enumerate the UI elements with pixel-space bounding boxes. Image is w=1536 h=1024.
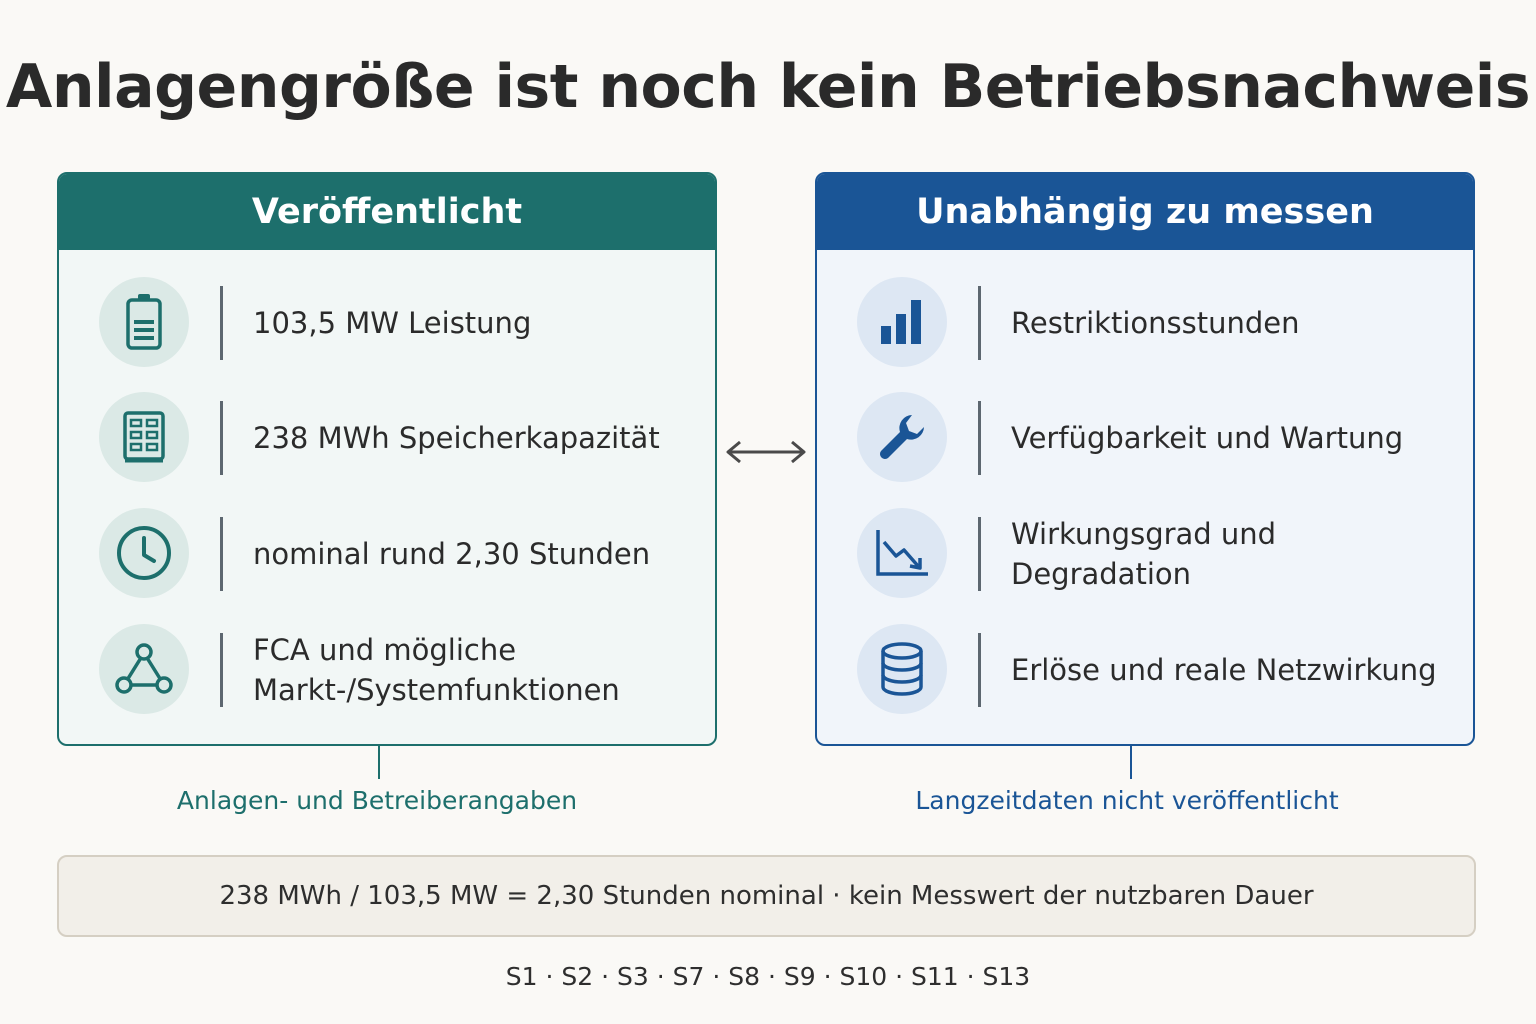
row-divider	[978, 633, 981, 707]
list-item	[59, 392, 715, 484]
published-connector	[378, 745, 380, 779]
formula-box	[57, 855, 1476, 937]
item-text: nominal rund 2,30 Stunden	[253, 537, 651, 571]
wrench-icon	[857, 392, 947, 482]
list-item	[817, 508, 1473, 600]
source-references: S1 · S2 · S3 · S7 · S8 · S9 · S10 · S11 · S13	[505, 962, 1031, 991]
row-divider	[220, 401, 223, 475]
row-divider	[978, 517, 981, 591]
row-divider	[220, 517, 223, 591]
page-title: Anlagengröße ist noch kein Betriebsnachweis	[5, 52, 1531, 122]
independent-panel	[815, 172, 1475, 746]
row-divider	[978, 401, 981, 475]
published-caption: Anlagen- und Betreiberangaben	[176, 786, 578, 815]
formula-text: 238 MWh / 103,5 MW = 2,30 Stunden nominal · kein Messwert der nutzbaren Dauer	[219, 881, 1314, 911]
item-text: Verfügbarkeit und Wartung	[1011, 421, 1404, 455]
storage-rack-icon	[99, 392, 189, 482]
list-item	[59, 508, 715, 600]
published-panel	[57, 172, 717, 746]
independent-connector	[1130, 745, 1132, 779]
item-text: 238 MWh Speicherkapazität	[253, 421, 660, 455]
item-text: 103,5 MW Leistung	[253, 306, 532, 340]
network-nodes-icon	[99, 624, 189, 714]
row-divider	[220, 286, 223, 360]
database-icon	[857, 624, 947, 714]
row-divider	[978, 286, 981, 360]
item-text: Wirkungsgrad und Degradation	[1011, 517, 1277, 591]
independent-caption: Langzeitdaten nicht veröffentlicht	[915, 786, 1339, 815]
list-item	[59, 624, 715, 716]
declining-chart-icon	[857, 508, 947, 598]
item-text: FCA und mögliche Markt-/Systemfunktionen	[253, 633, 620, 707]
list-item	[817, 277, 1473, 369]
battery-icon	[99, 277, 189, 367]
list-item	[817, 392, 1473, 484]
item-text: Erlöse und reale Netzwirkung	[1011, 653, 1437, 687]
bar-chart-icon	[857, 277, 947, 367]
clock-icon	[99, 508, 189, 598]
list-item	[59, 277, 715, 369]
list-item	[817, 624, 1473, 716]
independent-panel-header: Unabhängig zu messen	[817, 174, 1473, 250]
double-arrow-icon	[722, 436, 810, 472]
published-panel-header: Veröffentlicht	[59, 174, 715, 250]
row-divider	[220, 633, 223, 707]
item-text: Restriktionsstunden	[1011, 306, 1300, 340]
